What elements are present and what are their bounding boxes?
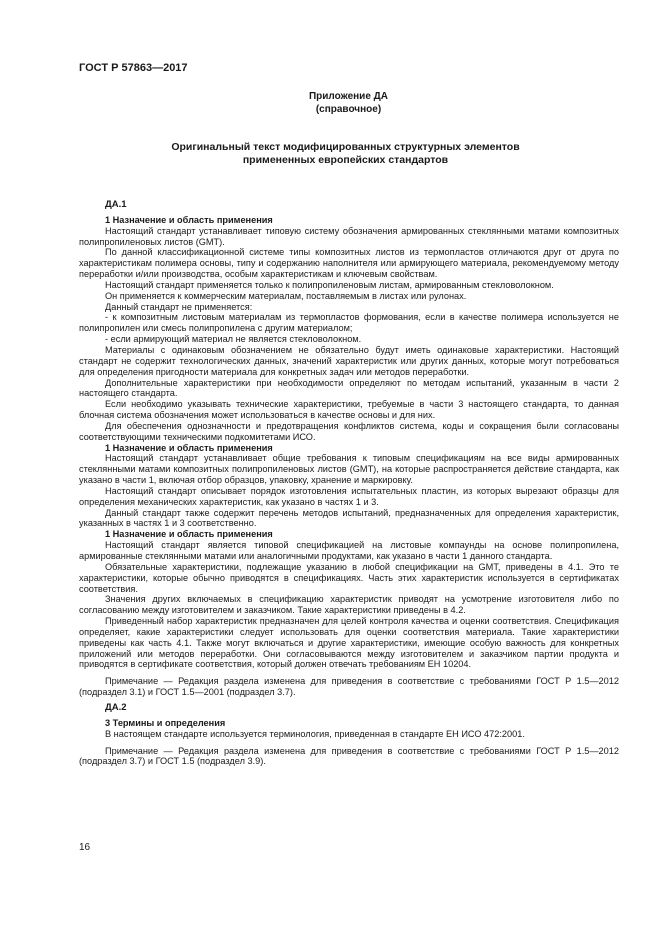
paragraph: Настоящий стандарт устанавливает типовую систему обозначения армированных стеклянными матами композитных полипропиленовых листов (GMT). xyxy=(79,225,619,247)
paragraph: Материалы с одинаковым обозначением не обязательно будут иметь одинаковые характеристики. Настоящий стандарт не содержит технологических данных, значений характеристик или других данных, которые могут потребоваться для определения пригодности материала для конкретных задач или методов переработки. xyxy=(79,344,619,377)
appendix-title: Приложение ДА xyxy=(308,91,389,102)
section-heading: 1 Назначение и область применения xyxy=(105,529,273,540)
document-title-line-2: примененных европейских стандартов xyxy=(242,154,449,166)
note: Примечание — Редакция раздела изменена для приведения в соответствие с требованиями ГОСТ Р 1.5—2012 (подраздел 3.7) и ГОСТ 1.5 (подраздел 3.9). xyxy=(79,745,619,767)
section-label-da2: ДА.2 xyxy=(105,701,127,713)
paragraph: По данной классификационной системе типы композитных листов из термопластов отличаются друг от друга по характеристикам полимера основы, типу и содержанию наполнителя или армирующего материала, рекомендуемому методу переработки и/или производства, особым характеристикам и ключевым свойствам. xyxy=(79,247,619,280)
appendix-heading xyxy=(0,90,661,116)
section-heading: 1 Назначение и область применения xyxy=(105,442,273,453)
document-title xyxy=(0,141,661,167)
paragraph: Настоящий стандарт устанавливает общие требования к типовым спецификациям на все виды армированных стеклянными матами композитных полипропиленовых листов (GMT), на которые распространяется действие стандарта, как указано в части 1, включая отбор образцов, упаковку, хранение и маркировку. xyxy=(79,453,619,486)
paragraph: Дополнительные характеристики при необходимости определяют по методам испытаний, указанным в части 2 настоящего стандарта. xyxy=(79,377,619,399)
note: Примечание — Редакция раздела изменена для приведения в соответствие с требованиями ГОСТ Р 1.5—2012 (подраздел 3.1) и ГОСТ 1.5—2001 (подраздел 3.7). xyxy=(79,676,619,698)
section-heading: 1 Назначение и область применения xyxy=(105,214,273,225)
section-heading: 3 Термины и определения xyxy=(105,717,226,728)
paragraph: Настоящий стандарт применяется только к полипропиленовым листам, армированным стекловолокном. xyxy=(105,279,554,290)
document-title-line-1: Оригинальный текст модифицированных структурных элементов xyxy=(171,141,520,153)
paragraph: Приведенный набор характеристик предназначен для целей контроля качества и оценки соответствия. Спецификация определяет, какие характеристики следует использовать для оценки соответствия материала. Такие характеристики приведены как часть 4.1. Также могут включаться и другие характеристики, имеющие особую важность для конкретных приложений или методов переработки. Они согласовываются между изготовителем и заказчиком партии продукта и приводятся в сертификате соответствия, который должен отвечать требованиям ЕН 10204. xyxy=(79,616,619,670)
list-item: - если армирующий материал не является стекловолокном. xyxy=(105,334,362,345)
paragraph: В настоящем стандарте используется терминология, приведенная в стандарте ЕН ИСО 472:2001. xyxy=(105,728,525,739)
document-header: ГОСТ Р 57863—2017 xyxy=(79,62,188,74)
paragraph: Он применяется к коммерческим материалам, поставляемым в листах или рулонах. xyxy=(105,290,467,301)
paragraph: Настоящий стандарт описывает порядок изготовления испытательных пластин, из которых вырезают образцы для определения механических характеристик, как указано в частях 1 и 3. xyxy=(79,485,619,507)
page-number: 16 xyxy=(79,842,91,853)
paragraph: Настоящий стандарт является типовой спецификацией на листовые компаунды на основе полипропилена, армированные стеклянными матами или аналогичными продуктами, как указано в части 1 данного стандарта. xyxy=(79,540,619,561)
paragraph: Данный стандарт также содержит перечень методов испытаний, предназначенных для определения характеристик, указанных в частях 1 и 3 соответственно. xyxy=(79,507,619,529)
list-item: - к композитным листовым материалам из термопластов формования, если в качестве полимера используется не полипропилен или смесь полипропилена с другим материалом; xyxy=(79,312,619,334)
paragraph: Значения других включаемых в спецификацию характеристик приводят на усмотрение изготовителя либо по согласованию между изготовителем и заказчиком. Такие характеристики приведены в 4.2. xyxy=(79,594,619,616)
paragraph: Если необходимо указывать технические характеристики, требуемые в части 3 настоящего стандарта, то данная блочная система обозначения может использоваться в качестве основы и для них. xyxy=(79,399,619,421)
paragraph: Обязательные характеристики, подлежащие указанию в любой спецификации на GMT, приведены в 4.1. Это те характеристики, которые обычно приводятся в спецификациях. Часть этих характеристик используется в сертификатах соответствия. xyxy=(79,561,619,594)
paragraph: Для обеспечения однозначности и предотвращения конфликтов система, коды и сокращения были согласованы соответствующими техническими подкомитетами ИСО. xyxy=(79,420,619,442)
section-label-da1: ДА.1 xyxy=(105,199,127,210)
document-body xyxy=(79,200,619,767)
paragraph: Данный стандарт не применяется: xyxy=(105,301,253,312)
appendix-subtitle: (справочное) xyxy=(315,104,382,115)
